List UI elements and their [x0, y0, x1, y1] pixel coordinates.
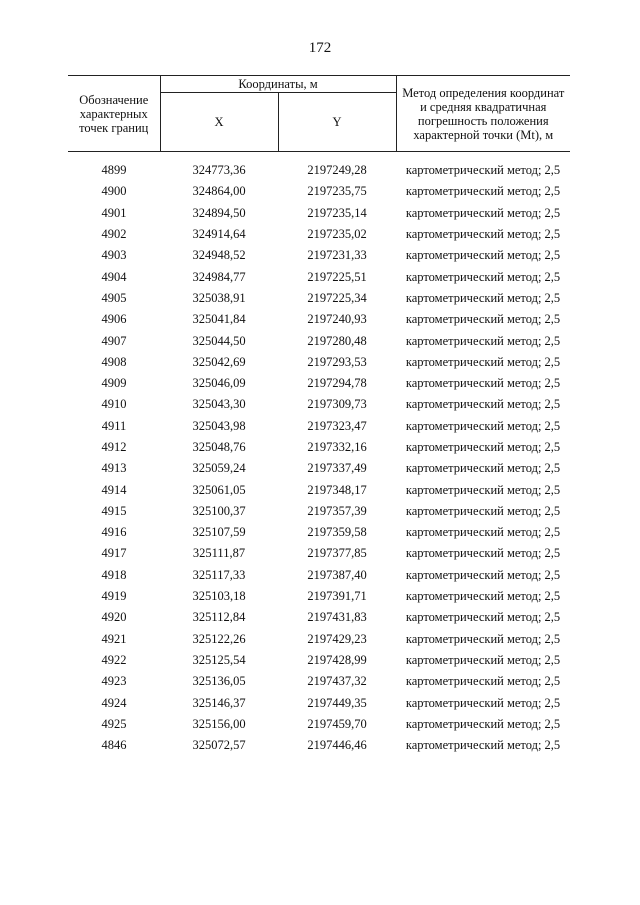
cell-point-id: 4912: [101, 440, 127, 454]
cell-x-coordinate: 325117,33: [192, 567, 246, 582]
table-row: [68, 714, 570, 735]
cell-x-coordinate: 324894,50: [192, 205, 246, 220]
cell-point-id: 4911: [101, 418, 127, 433]
cell-y-coordinate: 2197235,14: [307, 205, 367, 220]
header-point-name: Обозначение характерных точек границ: [68, 76, 160, 152]
cell-x-coordinate: 325042,69: [192, 354, 246, 369]
cell-y-coordinate: 2197359,58: [307, 525, 367, 540]
cell-x-coordinate: 325111,87: [192, 546, 246, 561]
cell-x-coordinate: 325059,24: [192, 461, 246, 476]
cell-point-id: 4906: [101, 312, 127, 327]
cell-method: картометрический метод; 2,5: [405, 716, 561, 731]
cell-point-id: 4905: [101, 290, 127, 305]
table-row: [68, 437, 570, 458]
table-row: [68, 309, 570, 330]
cell-y-coordinate: 2197387,40: [307, 567, 367, 582]
cell-method: картометрический метод; 2,5: [405, 610, 561, 625]
cell-y-coordinate: 2197235,75: [307, 184, 367, 199]
cell-y-coordinate: 2197294,78: [307, 376, 367, 391]
cell-y-coordinate: 2197449,35: [307, 695, 367, 710]
cell-point-id: 4903: [101, 248, 127, 263]
cell-x-coordinate: 325038,91: [192, 290, 246, 305]
cell-method: картометрический метод; 2,5: [405, 652, 561, 667]
cell-x-coordinate: 325046,09: [192, 376, 246, 391]
cell-y-coordinate: 2197293,53: [307, 354, 367, 369]
table-row: [68, 245, 570, 266]
cell-point-id: 4910: [101, 397, 127, 412]
cell-y-coordinate: 2197357,39: [307, 503, 367, 518]
cell-method: картометрический метод; 2,5: [405, 418, 561, 433]
cell-method: картометрический метод; 2,5: [405, 376, 561, 391]
cell-method: картометрический метод; 2,5: [405, 290, 561, 305]
cell-method: картометрический метод; 2,5: [405, 312, 561, 327]
cell-method: картометрический метод; 2,5: [405, 738, 561, 753]
table-row: [68, 330, 570, 351]
table-row: [68, 565, 570, 586]
cell-y-coordinate: 2197225,51: [307, 269, 367, 284]
cell-x-coordinate: 325061,05: [192, 482, 246, 497]
cell-y-coordinate: 2197459,70: [307, 716, 367, 731]
cell-point-id: 4902: [101, 227, 127, 242]
cell-point-id: 4917: [101, 546, 127, 561]
cell-x-coordinate: 325146,37: [192, 695, 246, 710]
table-row: [68, 152, 570, 182]
cell-method: картометрический метод; 2,5: [405, 482, 561, 497]
cell-y-coordinate: 2197280,48: [307, 333, 367, 348]
cell-method: картометрический метод; 2,5: [405, 546, 561, 561]
cell-point-id: 4920: [101, 610, 127, 625]
cell-method: картометрический метод; 2,5: [405, 248, 561, 263]
cell-point-id: 4900: [101, 184, 127, 199]
cell-x-coordinate: 325043,30: [192, 397, 246, 412]
cell-y-coordinate: 2197446,46: [307, 738, 367, 753]
cell-point-id: 4915: [101, 503, 127, 518]
cell-y-coordinate: 2197235,02: [307, 227, 367, 242]
cell-y-coordinate: 2197332,16: [307, 440, 367, 454]
table-row: [68, 671, 570, 692]
cell-y-coordinate: 2197429,23: [307, 631, 367, 646]
table-row: [68, 203, 570, 224]
cell-x-coordinate: 325156,00: [192, 716, 246, 731]
cell-x-coordinate: 325041,84: [192, 312, 246, 327]
table-row: [68, 586, 570, 607]
cell-point-id: 4918: [101, 567, 127, 582]
table-row: [68, 352, 570, 373]
cell-point-id: 4922: [101, 652, 127, 667]
cell-x-coordinate: 325125,54: [192, 652, 246, 667]
cell-point-id: 4909: [101, 376, 127, 391]
cell-x-coordinate: 325112,84: [192, 610, 246, 625]
cell-x-coordinate: 325043,98: [192, 418, 246, 433]
table-row: [68, 394, 570, 415]
cell-method: картометрический метод; 2,5: [405, 205, 561, 220]
cell-x-coordinate: 325122,26: [192, 631, 246, 646]
cell-method: картометрический метод; 2,5: [405, 674, 561, 689]
table-row: [68, 501, 570, 522]
table-row: [68, 266, 570, 287]
cell-x-coordinate: 325103,18: [192, 589, 246, 604]
cell-method: картометрический метод; 2,5: [405, 567, 561, 582]
cell-method: картометрический метод; 2,5: [405, 397, 561, 412]
cell-x-coordinate: 325072,57: [192, 738, 246, 753]
cell-x-coordinate: 325107,59: [192, 525, 246, 540]
table-header: [68, 76, 570, 152]
cell-y-coordinate: 2197337,49: [307, 461, 367, 476]
cell-point-id: 4904: [101, 269, 127, 284]
cell-point-id: 4907: [101, 333, 127, 348]
table-row: [68, 416, 570, 437]
table-row: [68, 181, 570, 202]
cell-x-coordinate: 324948,52: [192, 248, 246, 263]
cell-method: картометрический метод; 2,5: [405, 354, 561, 369]
table-row: [68, 629, 570, 650]
cell-y-coordinate: 2197431,83: [307, 610, 367, 625]
coordinates-table: [68, 75, 570, 756]
cell-y-coordinate: 2197240,93: [307, 312, 367, 327]
cell-y-coordinate: 2197348,17: [307, 482, 367, 497]
cell-point-id: 4914: [101, 482, 127, 497]
cell-y-coordinate: 2197391,71: [307, 589, 367, 604]
cell-method: картометрический метод; 2,5: [405, 695, 561, 710]
cell-point-id: 4923: [101, 674, 127, 689]
table-row: [68, 543, 570, 564]
cell-y-coordinate: 2197309,73: [307, 397, 367, 412]
cell-point-id: 4908: [101, 354, 127, 369]
cell-method: картометрический метод; 2,5: [405, 269, 561, 284]
cell-x-coordinate: 324864,00: [192, 184, 246, 199]
cell-method: картометрический метод; 2,5: [405, 631, 561, 646]
cell-x-coordinate: 324914,64: [192, 227, 246, 242]
table-row: [68, 373, 570, 394]
cell-y-coordinate: 2197377,85: [307, 546, 367, 561]
cell-y-coordinate: 2197231,33: [307, 248, 367, 263]
cell-y-coordinate: 2197428,99: [307, 652, 367, 667]
cell-method: картометрический метод; 2,5: [405, 163, 561, 178]
cell-point-id: 4924: [101, 695, 127, 710]
table-row: [68, 479, 570, 500]
cell-y-coordinate: 2197323,47: [307, 418, 367, 433]
header-y: Y: [278, 93, 396, 152]
cell-method: картометрический метод; 2,5: [405, 461, 561, 476]
cell-method: картометрический метод; 2,5: [405, 440, 561, 454]
cell-method: картометрический метод; 2,5: [405, 227, 561, 242]
cell-method: картометрический метод; 2,5: [405, 589, 561, 604]
cell-method: картометрический метод; 2,5: [405, 333, 561, 348]
table-row: [68, 458, 570, 479]
cell-point-id: 4919: [101, 589, 127, 604]
table-row: [68, 735, 570, 756]
cell-x-coordinate: 325044,50: [192, 333, 246, 348]
cell-point-id: 4899: [101, 163, 127, 178]
cell-point-id: 4846: [101, 738, 127, 753]
cell-y-coordinate: 2197249,28: [307, 163, 367, 178]
cell-x-coordinate: 324984,77: [192, 269, 246, 284]
page-number: 172: [308, 40, 332, 56]
cell-x-coordinate: 325136,05: [192, 674, 246, 689]
cell-point-id: 4916: [101, 525, 127, 540]
header-coordinates: Координаты, м: [160, 76, 396, 93]
table-row: [68, 522, 570, 543]
table-row: [68, 650, 570, 671]
cell-point-id: 4901: [101, 205, 127, 220]
cell-y-coordinate: 2197225,34: [307, 290, 367, 305]
cell-x-coordinate: 325100,37: [192, 503, 246, 518]
table-row: [68, 692, 570, 713]
cell-method: картометрический метод; 2,5: [405, 503, 561, 518]
table-row: [68, 288, 570, 309]
cell-method: картометрический метод; 2,5: [405, 525, 561, 540]
table-row: [68, 224, 570, 245]
cell-point-id: 4921: [101, 631, 127, 646]
cell-y-coordinate: 2197437,32: [307, 674, 367, 689]
cell-x-coordinate: 325048,76: [192, 440, 246, 454]
table-row: [68, 607, 570, 628]
cell-point-id: 4913: [101, 461, 127, 476]
cell-x-coordinate: 324773,36: [192, 163, 246, 178]
table-body: [68, 152, 570, 757]
cell-method: картометрический метод; 2,5: [405, 184, 561, 199]
header-x: X: [160, 93, 278, 152]
cell-point-id: 4925: [101, 716, 127, 731]
header-method: Метод определения координат и средняя квадратичная погрешность положения характерной точки (Mt), м: [396, 76, 570, 152]
